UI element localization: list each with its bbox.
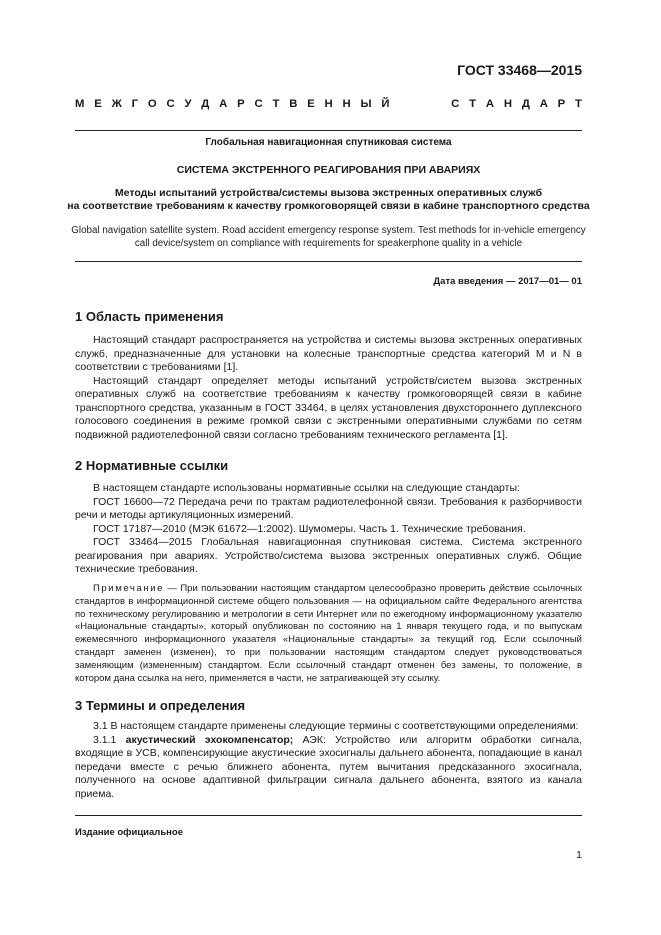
title-rule — [75, 261, 582, 262]
banner-letter: Р — [237, 98, 245, 110]
title-line-system: Глобальная навигационная спутниковая система — [205, 137, 452, 148]
banner-letter: Ж — [111, 98, 122, 110]
banner-letter — [425, 98, 428, 110]
official-edition-label: Издание официальное — [75, 827, 183, 838]
section-3-heading: 3 Термины и определения — [75, 698, 246, 713]
banner-letter: О — [147, 98, 157, 110]
title-methods-b: на соответствие требованиям к качеству громкоговорящей связи в кабине транспортного средства — [67, 200, 590, 212]
title-line-main: СИСТЕМА ЭКСТРЕННОГО РЕАГИРОВАНИЯ ПРИ АВАРИЯХ — [176, 164, 481, 176]
banner-letter: Д — [521, 98, 530, 110]
banner-letter: А — [539, 98, 548, 110]
page-number: 1 — [576, 849, 582, 861]
banner-letter: С — [166, 98, 175, 110]
term-number: 3.1.1 — [93, 733, 117, 746]
section-2-heading: 2 Нормативные ссылки — [75, 458, 229, 473]
section-1-body — [75, 334, 582, 442]
footer-rule — [75, 815, 582, 816]
banner-letter: А — [219, 98, 228, 110]
introduction-date: Дата введения — 2017—01— 01 — [433, 276, 582, 287]
paragraph: Настоящий стандарт определяет методы испытаний устройств/систем вызова экстренных оперативных служб на соответствие требованиям к качеству громкоговорящей связи в кабине транспортного средства, указанным в ГОСТ 33464, в целях установления двухстороннего дуплексного голосового соединения в режиме громкой связи с экстренными оперативными службами по сетям подвижной радиотелефонной связи согласно требованиям технического регламента [1]. — [75, 374, 582, 441]
paragraph: Настоящий стандарт распространяется на устройства и системы вызова экстренных оперативных служб, предназначенные для установки на колесные транспортные средства категорий М и N в соответствии с требованиями [1]. — [75, 334, 582, 373]
banner-letter: Й — [381, 98, 390, 110]
english-title — [60, 224, 597, 250]
english-title-b: call device/system on compliance with requirements for speakerphone quality in a vehicle — [134, 238, 523, 249]
paragraph: В настоящем стандарте использованы нормативные ссылки на следующие стандарты: — [93, 482, 520, 494]
header-rule — [75, 130, 582, 131]
banner-letter: В — [289, 98, 298, 110]
banner-letter: Н — [342, 98, 351, 110]
section-1-heading: 1 Область применения — [75, 309, 224, 324]
banner-letter: Ы — [360, 98, 372, 110]
banner-letter — [399, 98, 402, 110]
title-line-methods — [60, 187, 597, 213]
note-label: Примечание — [93, 583, 164, 594]
reference-gost-16600: ГОСТ 16600—72 Передача речи по трактам радиотелефонной связи. Требования к разборчивости речи и методы артикуляционных измерений. — [75, 495, 582, 521]
interstate-standard-banner — [75, 98, 582, 110]
banner-letter: Т — [469, 98, 477, 110]
section-3-body — [75, 720, 582, 801]
reference-gost-17187: ГОСТ 17187—2010 (МЭК 61672—1:2002). Шумомеры. Часть 1. Технические требования. — [93, 522, 526, 535]
term-name: акустический эхокомпенсатор; — [125, 733, 294, 746]
banner-letter: У — [184, 98, 192, 110]
paragraph: 3.1 В настоящем стандарте применены следующие термины с соответствующими определениями: — [93, 720, 579, 732]
standard-number: ГОСТ 33468—2015 — [457, 62, 582, 78]
banner-letter: М — [75, 98, 85, 110]
section-2-body — [75, 482, 582, 577]
english-title-a: Global navigation satellite system. Road accident emergency response system. Test methods for in-vehicle emergency — [71, 225, 586, 236]
banner-letter: Т — [575, 98, 582, 110]
banner-letter: Р — [557, 98, 566, 110]
banner-letter — [412, 98, 415, 110]
banner-letter: С — [451, 98, 460, 110]
banner-letter: Н — [324, 98, 333, 110]
note-text: — При пользовании настоящим стандартом целесообразно проверить действие ссылочных стандартов в информационной системе общего пользования — на официальном сайте Федерального агентства по техническому регулированию и метрологии в сети Интернет или по ежегодному информационному указателю «Национальные стандарты», который опубликован по состоянию на 1 января текущего года, и по выпускам ежемесячного информационного указателя «Национальные стандарты» за текущий год. Если ссылочный стандарт заменен (изменен), то при пользовании настоящим стандартом следует руководствоваться заменяющим (измененным) стандартом. Если ссылочный стандарт отменен без замены, то положение, в котором дана ссылка на него, применяется в части, не затрагивающей эту ссылку. — [75, 583, 582, 684]
banner-letter: Е — [94, 98, 102, 110]
banner-letter: Т — [272, 98, 280, 110]
title-methods-a: Методы испытаний устройства/системы вызова экстренных оперативных служб — [114, 187, 543, 199]
banner-letter: С — [254, 98, 263, 110]
banner-letter: Д — [201, 98, 210, 110]
banner-letter: Г — [131, 98, 139, 110]
banner-letter — [438, 98, 441, 110]
banner-letter: А — [485, 98, 495, 110]
term-text: АЭК: Устройство или алгоритм обработки сигнала, входящие в УСВ, компенсирующие акустические эхосигналы дальнего абонента, попадающие в канал передачи вместе с речью ближнего абонента, путем вычитания предсказанного эхосигнала, полученного на основе адаптивной фильтрации сигнала дальнего абонента, взятого из канала приема. — [75, 733, 582, 800]
reference-gost-33464: ГОСТ 33464—2015 Глобальная навигационная спутниковая система. Система экстренного реагирования при авариях. Устройство/система вызова экстренных оперативных служб. Общие технические требования. — [75, 536, 582, 575]
banner-letter: Е — [307, 98, 315, 110]
term-definition — [75, 734, 582, 802]
note-block — [75, 583, 582, 685]
banner-letter: Н — [503, 98, 512, 110]
